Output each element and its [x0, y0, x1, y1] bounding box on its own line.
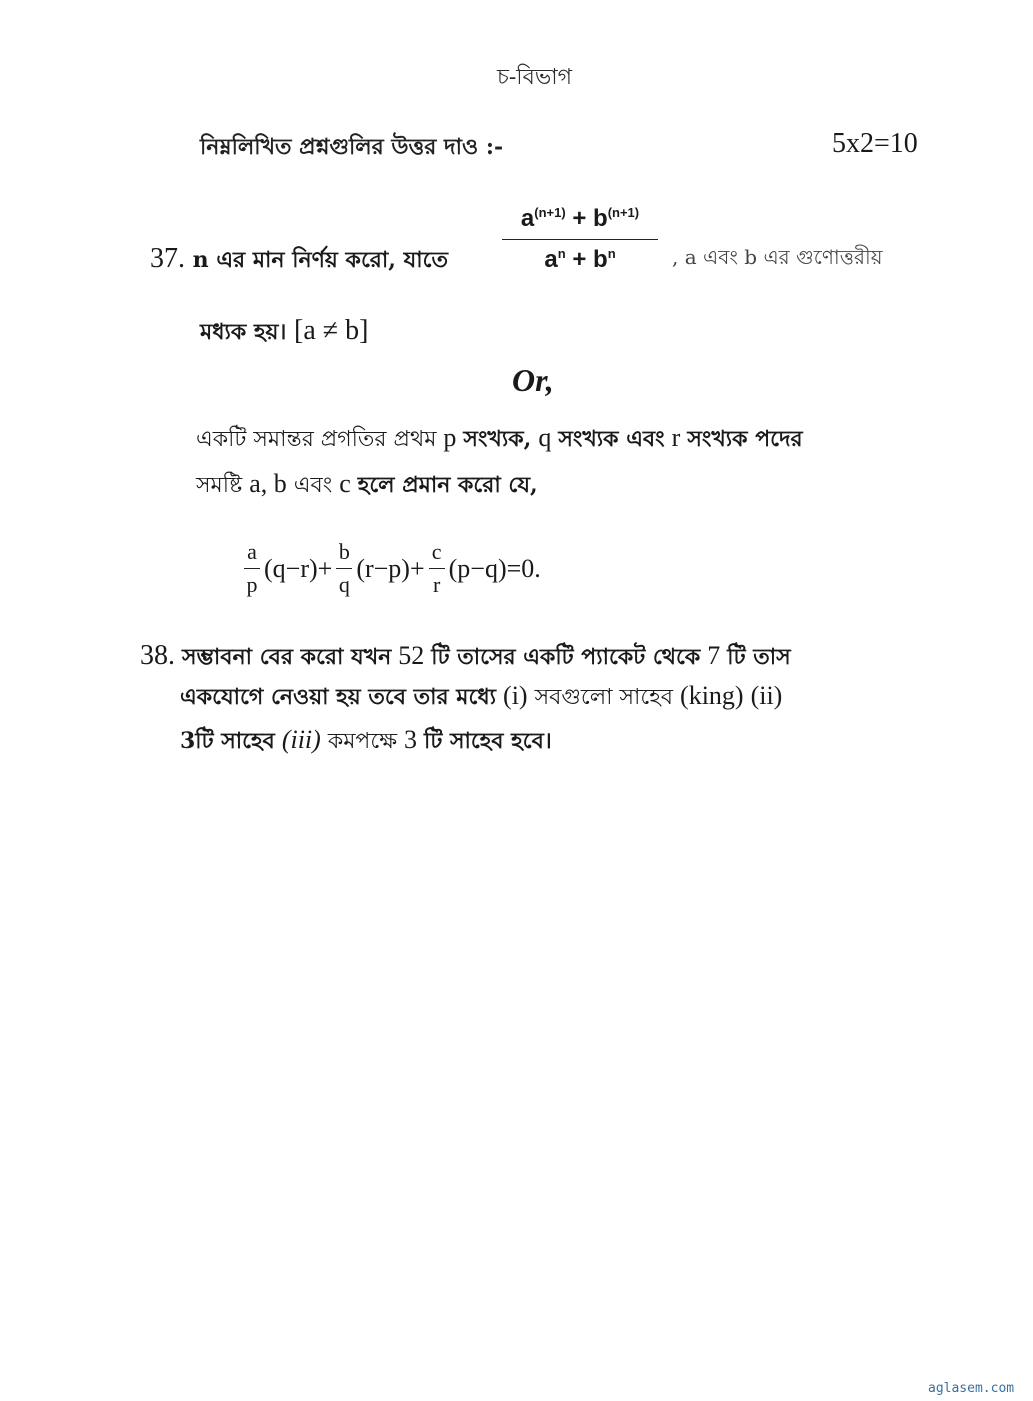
eq-fraction-c-r: c r [429, 540, 445, 597]
or-label: Or, [512, 362, 554, 398]
q37-fraction [500, 205, 660, 274]
alt-line2: সমষ্টি a, b এবং c হলে প্রমান করো যে, [196, 469, 538, 498]
q37-text-line2: মধ্যক হয়। [200, 319, 287, 345]
q37-line2 [200, 315, 369, 352]
alt-equation: a p (q−r)+ b q (r−p)+ c r (p−q)=0 . [240, 540, 541, 597]
q38-number: 38. [140, 640, 175, 671]
eq-fraction-b-q: b q [336, 540, 352, 597]
q37-number: 37. [150, 243, 185, 274]
q37-text-after: , a এবং b এর গুণোত্তরীয় [672, 245, 883, 269]
footer-watermark: aglasem.com [928, 1381, 1015, 1396]
q38-line1: 38. সম্ভাবনা বের করো যখন 52 টি তাসের একটি প্যাকেট থেকে 7 টি তাস [140, 640, 791, 671]
q37-fraction-denominator: $a^n + b^n$ [544, 246, 616, 273]
q38-line2: একযোগে নেওয়া হয় তবে তার মধ্যে (i) সবগুলো সাহেব (king) (ii) [180, 681, 783, 710]
marks-label: 5x2=10 [832, 128, 918, 159]
section-title: চ-বিভাগ [497, 65, 573, 90]
q38-line3: 3টি সাহেব (iii) কমপক্ষে 3 টি সাহেব হবে। [180, 725, 552, 754]
q37-condition: [a ≠ b] [294, 315, 369, 346]
instruction-text: নিম্নলিখিত প্রশ্নগুলির উত্তর দাও :- [200, 134, 504, 160]
q37-text-before: n এর মান নির্ণয় করো, যাতে [192, 247, 448, 273]
q37-line1 [150, 243, 448, 280]
q37-fraction-numerator: $a^{(n+1)} + b^{(n+1)}$ [520, 205, 640, 232]
eq-fraction-a-p: a p [244, 540, 260, 597]
alt-line1: একটি সমান্তর প্রগতির প্রথম p সংখ্যক, q সংখ্যক এবং r সংখ্যক পদের [196, 423, 803, 452]
